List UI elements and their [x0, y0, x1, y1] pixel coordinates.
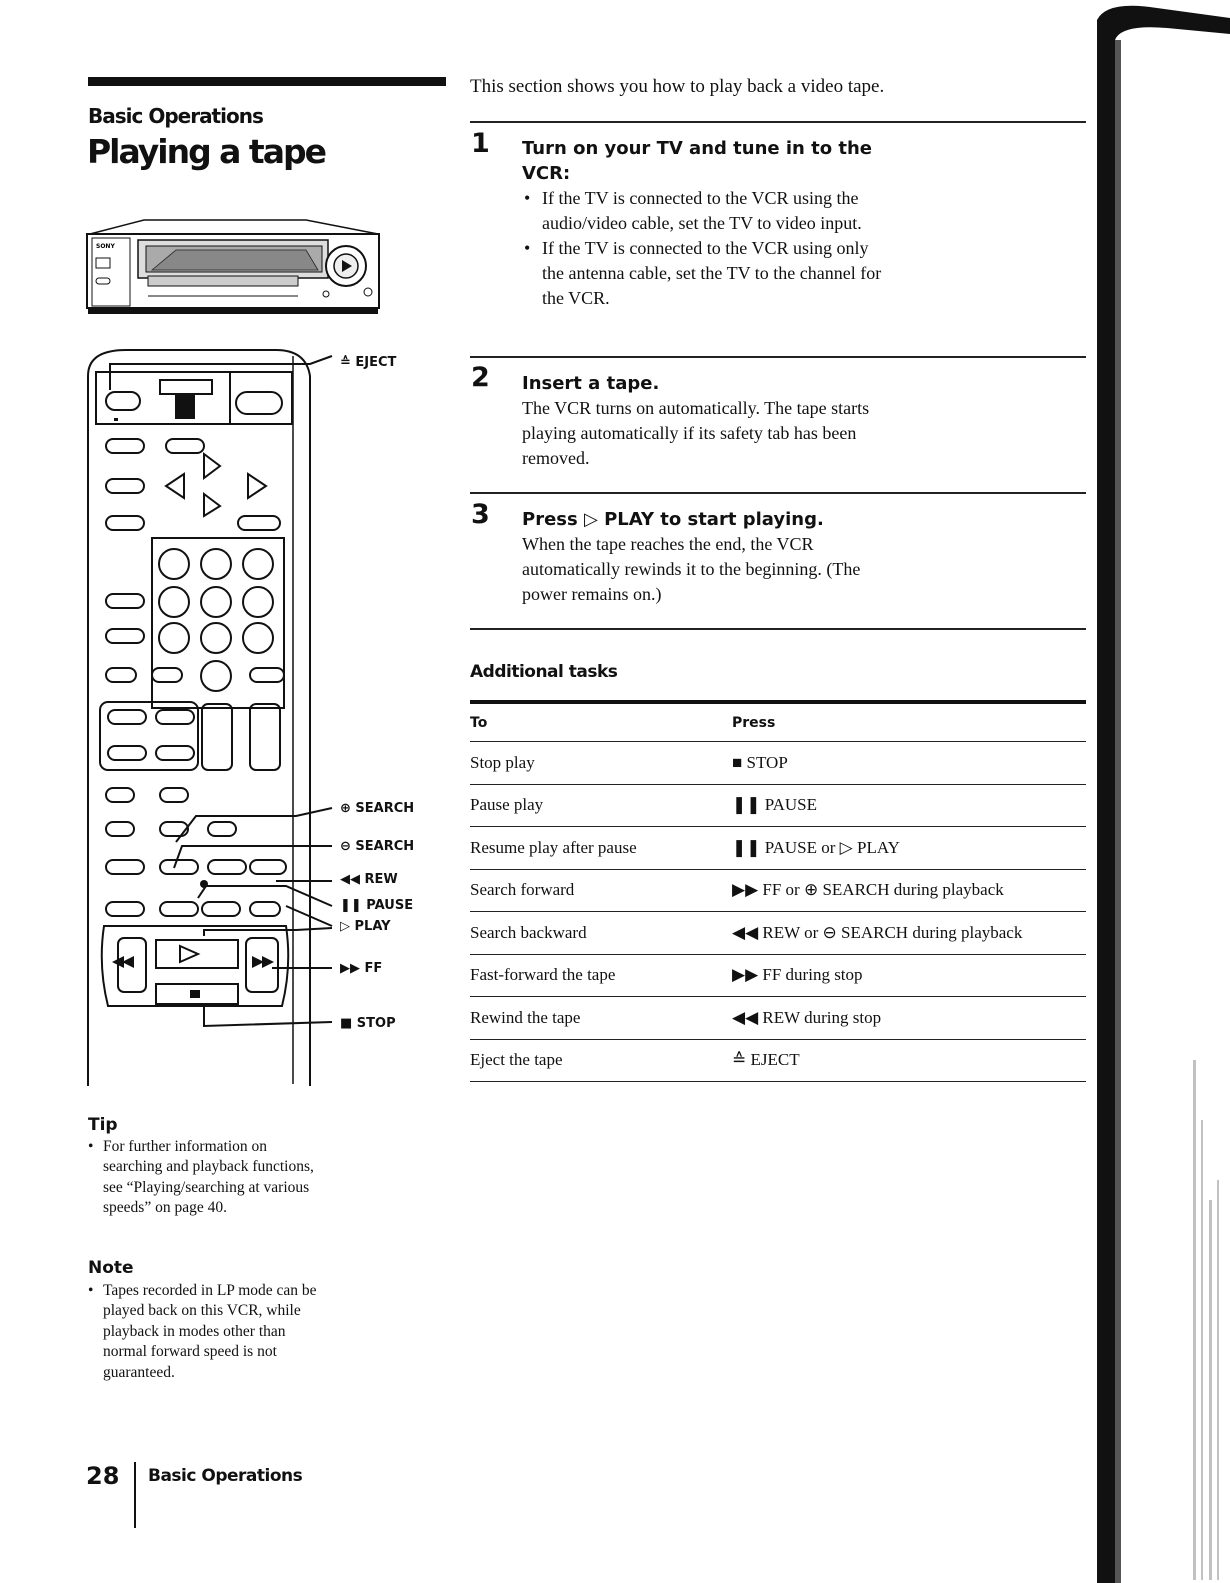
- callout-pause: ❚❚ PAUSE: [340, 898, 414, 913]
- additional-tasks-heading: Additional tasks: [470, 662, 618, 682]
- note-text: [88, 1281, 318, 1383]
- bullet-dot: •: [88, 1138, 94, 1155]
- page-number: 28: [86, 1462, 120, 1490]
- callout-rew: ◀◀ REW: [340, 872, 398, 887]
- footer-divider: [134, 1462, 136, 1528]
- table-row: [470, 869, 1086, 912]
- table-row: [470, 912, 1086, 955]
- page-title: Playing a tape: [87, 132, 325, 171]
- table-cell-press: ◀◀ REW or ⊖ SEARCH during playback: [732, 912, 1086, 955]
- table-cell-task: Eject the tape: [470, 1039, 732, 1082]
- table-cell-task: Pause play: [470, 784, 732, 827]
- table-cell-task: Rewind the tape: [470, 997, 732, 1040]
- additional-tasks-table: [470, 700, 1086, 1082]
- table-row: [470, 1039, 1086, 1082]
- intro-text: This section shows you how to play back a video tape.: [470, 76, 885, 97]
- step-number-1: 1: [471, 128, 490, 159]
- table-cell-press: ≙ EJECT: [732, 1039, 1086, 1082]
- step-heading-1: Turn on your TV and tune in to the VCR:: [522, 138, 872, 184]
- step-heading-2: Insert a tape.: [522, 373, 660, 394]
- callout-search-backward: ⊖ SEARCH: [340, 839, 415, 854]
- callout-play: ▷ PLAY: [340, 919, 391, 934]
- bullet-text: If the TV is connected to the VCR using the audio/video cable, set the TV to video input.: [542, 188, 862, 233]
- table-cell-task: Stop play: [470, 742, 732, 785]
- step-body-3: When the tape reaches the end, the VCR automatically rewinds it to the beginning. (The power remains on.): [522, 534, 861, 604]
- section-label: Basic Operations: [88, 104, 263, 128]
- table-row: [470, 827, 1086, 870]
- step-1-bullet: • If the TV is connected to the VCR using only the antenna cable, set the TV to the channel for the VCR.: [524, 238, 882, 308]
- table-row: [470, 742, 1086, 785]
- step-1-bullet: • If the TV is connected to the VCR using the audio/video cable, set the TV to video input.: [524, 188, 862, 233]
- remote-illustration: [86, 346, 436, 1090]
- callout-search-forward: ⊕ SEARCH: [340, 801, 415, 816]
- step-number-3: 3: [471, 499, 490, 530]
- tip-body: For further information on searching and playback functions, see “Playing/searching at various speeds” on page 40.: [103, 1138, 314, 1217]
- column-header-to: To: [470, 704, 732, 742]
- step-body-1: [522, 186, 892, 311]
- step-divider: [470, 628, 1086, 630]
- table-row: [470, 997, 1086, 1040]
- table-cell-press: ◀◀ REW during stop: [732, 997, 1086, 1040]
- footer-section: Basic Operations: [148, 1466, 303, 1486]
- table-cell-press: ❚❚ PAUSE or ▷ PLAY: [732, 827, 1086, 870]
- callout-ff: ▶▶ FF: [340, 961, 383, 976]
- tip-text: [88, 1137, 318, 1219]
- table-cell-task: Search forward: [470, 869, 732, 912]
- tip-heading: Tip: [88, 1115, 118, 1135]
- bullet-dot: •: [88, 1282, 94, 1299]
- column-header-press: Press: [732, 704, 1086, 742]
- callout-eject: ≙ EJECT: [340, 355, 397, 370]
- section-rule: [88, 77, 446, 86]
- scan-edge-shadow: [1097, 0, 1230, 1583]
- note-heading: Note: [88, 1258, 134, 1278]
- table-header-row: [470, 704, 1086, 742]
- table-cell-task: Search backward: [470, 912, 732, 955]
- step-divider: [470, 121, 1086, 123]
- table-cell-press: ■ STOP: [732, 742, 1086, 785]
- vcr-illustration: [86, 214, 386, 318]
- vcr-brand: SONY: [96, 243, 115, 250]
- table-row: [470, 954, 1086, 997]
- callout-stop: ■ STOP: [340, 1016, 396, 1031]
- table-cell-press: ▶▶ FF during stop: [732, 954, 1086, 997]
- note-body: Tapes recorded in LP mode can be played back on this VCR, while playback in modes other than normal forward speed is not guaranteed.: [103, 1282, 317, 1381]
- step-number-2: 2: [471, 362, 490, 393]
- table-cell-press: ❚❚ PAUSE: [732, 784, 1086, 827]
- bullet-text: If the TV is connected to the VCR using only the antenna cable, set the TV to the channel for the VCR.: [542, 238, 882, 308]
- step-divider: [470, 356, 1086, 358]
- step-body-2: The VCR turns on automatically. The tape starts playing automatically if its safety tab has been removed.: [522, 398, 870, 468]
- step-heading-3: Press ▷ PLAY to start playing.: [522, 509, 824, 530]
- table-row: [470, 784, 1086, 827]
- table-cell-task: Fast-forward the tape: [470, 954, 732, 997]
- step-divider: [470, 492, 1086, 494]
- table-cell-task: Resume play after pause: [470, 827, 732, 870]
- table-cell-press: ▶▶ FF or ⊕ SEARCH during playback: [732, 869, 1086, 912]
